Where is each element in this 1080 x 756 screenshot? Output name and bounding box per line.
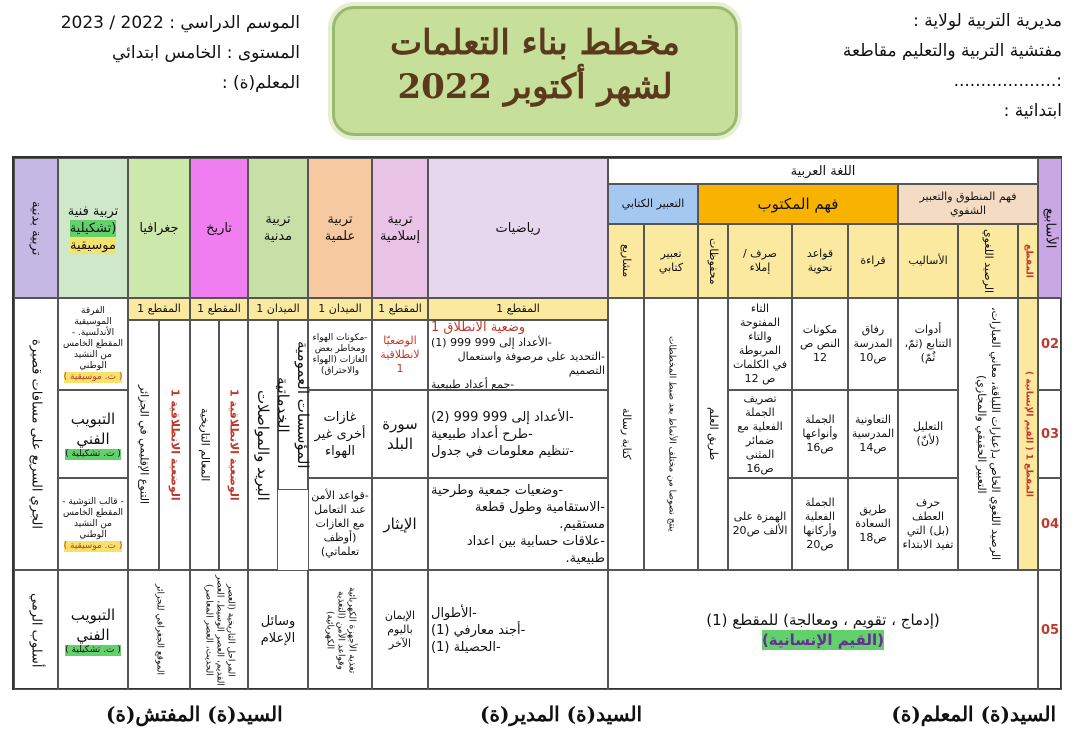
w04-math-item: -وضعيات جمعية وطرحية: [431, 482, 564, 498]
w02-islamic: [372, 320, 428, 390]
written-header: فهم المكتوب: [698, 184, 898, 224]
civic-cell-a: المؤسسات العمومية الخدماتية: [278, 320, 308, 490]
directorate-label: مديرية التربية لولاية :: [913, 11, 1062, 31]
w03-art-tag: ( ت. تشكيلية ): [65, 448, 121, 459]
title-box: [332, 6, 738, 136]
styles-header: الأساليب: [898, 224, 958, 298]
w02-islamic-num: 1: [396, 362, 404, 375]
w04-math-item: -علاقات حسابية بين اعداد طبيعية.: [466, 533, 605, 566]
civic-cell-b: البريد والمواصلات: [248, 320, 278, 570]
memorize-cell: طريق العلم: [698, 298, 728, 570]
w05-science: تغذية الأجهزة الكهربائية وقواعد الأمن (التغذية الكهربائية): [308, 570, 372, 690]
projects-header: مشاريع: [608, 224, 644, 298]
week-03: 03: [1038, 390, 1062, 478]
plan-table: [12, 156, 1062, 690]
w05-art-tag: ( ت. تشكيلية ): [65, 644, 121, 655]
reading-header: قراءة: [848, 224, 898, 298]
w02-islamic-red: الوضعيّا لانطلاقية: [380, 334, 420, 361]
civic-header: تربية مدنية: [248, 158, 308, 298]
w03-art: [58, 390, 128, 478]
w04-reading: طريق السعادة ص18: [848, 478, 898, 570]
week-04: 04: [1038, 478, 1062, 570]
school-year: الموسم الدراسي : 2022 / 2023: [60, 13, 300, 33]
expression-cell: ينتج نصوصا من مختلف الأنماط بعد ضبط المخططات: [644, 298, 698, 570]
w05-geo: الموقع الجغرافي للجزائر: [128, 570, 190, 690]
w02-science: -مكونات الهواء ومخاطر بعض الغازات (الهواء والاحتراق): [308, 320, 372, 390]
w02-art: [58, 298, 128, 390]
geo-cell-b: التنوع الإقليمي في الجزائر: [128, 320, 159, 570]
w04-art: [58, 478, 128, 570]
art-header-label: تربية فنية: [67, 203, 119, 219]
w02-math-head: وضعية الانطلاق 1: [431, 319, 526, 335]
grammar-header: قواعد نحوية: [792, 224, 848, 298]
expression-header: تعبير كتابي: [644, 224, 698, 298]
w02-morph: التاء المفتوحة والتاء المربوطة في الكلمات ص 12: [728, 298, 792, 390]
w02-reading: رفاق المدرسة ص10: [848, 298, 898, 390]
w03-math-item: -طرح أعداد طبيعية: [431, 426, 533, 442]
islamic-segment: المقطع 1: [372, 298, 428, 320]
w02-grammar: مكونات النص ص 12: [792, 298, 848, 390]
history-cell-a: الوضعية الانطلاقية 1: [219, 320, 248, 570]
writing-header: التعبير الكتابي: [608, 184, 698, 224]
w02-art-tag: ( ت. موسيقية ): [63, 371, 123, 382]
w03-science: غازات أخرى غير الهواء: [308, 390, 372, 478]
teacher-name: المعلم(ة) :: [221, 73, 300, 93]
math-header: رياضيات: [428, 158, 608, 298]
w02-styles: أدوات التتابع (ثمّ، ثُمّ): [898, 298, 958, 390]
projects-cell: كتابة رسالة: [608, 298, 644, 570]
w02-math-item: -التحديد على مرصوفة واستعمال التصميم: [457, 349, 605, 377]
week-05: 05: [1038, 570, 1062, 690]
signature-director: السيد(ة) المدير(ة): [480, 702, 643, 726]
science-segment: الميدان 1: [308, 298, 372, 320]
w03-math-item: -تنظيم معلومات في جدول: [431, 443, 574, 459]
w05-math: [428, 570, 608, 690]
art-sub-music: موسيقية: [70, 237, 116, 253]
geo-cell-a: الوضعية الانطلاقية 1: [159, 320, 190, 570]
weeks-header: الأسابيع: [1038, 158, 1062, 298]
w03-styles: التعليل (لأنّ): [898, 390, 958, 478]
inspectorate-label: مفتشية التربية والتعليم مقاطعة: [842, 41, 1062, 61]
w02-art-text: الفرقة الموسيقية الأندلسية. - المقطع الخامس من النشيد الوطني: [62, 305, 124, 371]
w05-math-item: -الحصيلة (1): [431, 639, 501, 655]
w03-reading: التعاونية المدرسية ص14: [848, 390, 898, 478]
header-school-info: [762, 6, 1062, 126]
w04-styles: حرف العطف (بل) التي تفيد الابتداء: [898, 478, 958, 570]
page-subtitle: لشهر أكتوبر 2022: [397, 67, 673, 107]
geo-header: جغرافيا: [128, 158, 190, 298]
vocab-cell: الرصيد اللغوي الخاص بـ(عبارات اللباقة، معاني العبارات، التعبير الحقيقي والمجازي): [958, 298, 1018, 570]
art-header: [58, 158, 128, 298]
memorize-header: محفوظات: [698, 224, 728, 298]
w03-morph: تصريف الجملة الفعلية مع ضمائر المثنى ص16: [728, 390, 792, 478]
islamic-header: تربية إسلامية: [372, 158, 428, 298]
science-header: تربية علمية: [308, 158, 372, 298]
math-segment: المقطع 1: [428, 298, 608, 320]
history-header: تاريخ: [190, 158, 248, 298]
w02-math-item: -الأعداد إلى 999 999 (1): [431, 335, 552, 349]
level: المستوى : الخامس ابتدائي: [111, 43, 300, 63]
signature-inspector: السيد(ة) المفتش(ة): [106, 702, 283, 726]
segment-col-header: المقطع: [1018, 224, 1038, 298]
w03-grammar: الجملة وأنواعها ص16: [792, 390, 848, 478]
district-dots: :...................: [953, 71, 1062, 91]
history-segment: المقطع 1: [190, 298, 248, 320]
w05-integration: [608, 570, 1038, 690]
w03-math: [428, 390, 608, 478]
geo-segment: المقطع 1: [128, 298, 190, 320]
w03-art-text: التبويب الفني: [70, 409, 116, 448]
w04-morph: الهمزة على الألف ص20: [728, 478, 792, 570]
signature-teacher: السيد(ة) المعلم(ة): [891, 702, 1056, 726]
w04-math-item: -الاستقامية وطول قطعة مستقيم.: [474, 499, 605, 532]
w05-math-item: -الأطوال: [431, 605, 477, 621]
w04-islamic: الإيثار: [372, 478, 428, 570]
w04-art-tag: ( ت. موسيقية ): [63, 540, 123, 551]
w03-islamic: سورة البلد: [372, 390, 428, 478]
vocab-header: الرصيد اللغوي: [958, 224, 1018, 298]
w05-art-text: التبويب الفني: [70, 605, 116, 644]
w03-math-item: -الأعداد إلى 999 999 (2): [431, 409, 574, 425]
week-02: 02: [1038, 298, 1062, 390]
pe-header: تربية بدنية: [14, 158, 58, 298]
w02-math-item: -جمع أعداد طبيعية: [431, 377, 515, 391]
civic-segment: الميدان 1: [248, 298, 308, 320]
segment-vertical: المقطع 1 ( القيم الإنسانية ): [1018, 298, 1038, 570]
morph-header: صرف / إملاء: [728, 224, 792, 298]
art-sub-visual: (تشكيلية: [69, 220, 117, 236]
w05-integration-b: (القيم الإنسانية): [761, 631, 885, 649]
w05-history: المراحل التاريخية (العصر القديم، العصر الوسيط، العصر الحديث، العصر المعاصر): [190, 570, 248, 690]
oral-header: فهم المنطوق والتعبير الشفوي: [898, 184, 1038, 224]
w05-art: [58, 570, 128, 690]
header-year-info: [40, 8, 300, 98]
w04-science: -قواعد الأمن عند التعامل مع الغازات (أوظف تعلماتي): [308, 478, 372, 570]
w05-civic: وسائل الإعلام: [248, 570, 308, 690]
w02-math: [428, 320, 608, 390]
w04-grammar: الجملة الفعلية وأركانها ص20: [792, 478, 848, 570]
w05-islamic: الإيمان باليوم الآخر: [372, 570, 428, 690]
page-title: مخطط بناء التعلمات: [390, 23, 680, 63]
w04-math: [428, 478, 608, 570]
w05-integration-a: (إدماج ، تقويم ، ومعالجة) للمقطع (1): [706, 611, 940, 629]
school-label: ابتدائية :: [1003, 101, 1062, 121]
w04-art-text: - قالب التوشية - المقطع الخامس من النشيد الوطني: [62, 496, 124, 540]
pe-cell-a: الجري السريع على مسافات قصيرة: [14, 298, 58, 570]
w05-math-item: -أجند معارفي (1): [431, 622, 526, 638]
arabic-header: اللغة العربية: [608, 158, 1038, 184]
history-cell-b: المعالم التاريخية: [190, 320, 219, 570]
w05-pe: أسلوب الرمي: [14, 570, 58, 690]
